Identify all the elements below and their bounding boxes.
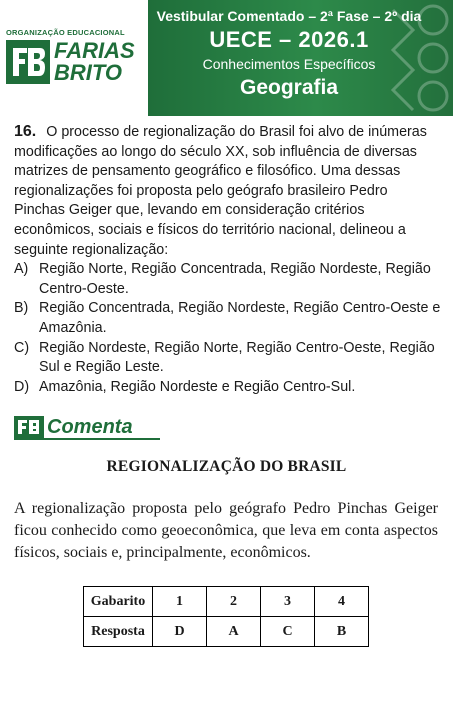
question-number-cell: 3 [261,587,315,617]
alternative-text: Região Concentrada, Região Nordeste, Região Centro-Oeste e Amazônia. [39,300,441,336]
table-row-gabarito [84,587,369,617]
question-block [14,122,442,397]
exam-title: Vestibular Comentado – 2ª Fase – 2º dia [156,8,422,24]
alternative-c [14,339,442,378]
question-number-cell: 1 [153,587,207,617]
logo-fb-mark [6,40,50,84]
comment-title: REGIONALIZAÇÃO DO BRASIL [106,458,347,475]
exam-section: Conhecimentos Específicos [202,56,376,72]
question-number-cell: 4 [315,587,369,617]
logo-org-label: ORGANIZAÇÃO EDUCACIONAL [6,28,125,37]
alternative-text: Região Nordeste, Região Norte, Região Centro-Oeste, Região Sul e Região Leste. [39,339,435,376]
question-statement [14,122,442,260]
comment-text: A regionalização proposta pelo geógrafo Pedro Pinchas Geiger ficou conhecido como geoeconômica, que leva em conta aspectos físicos, sociais e, principalmente, econômicos. [14,500,438,561]
alternatives-list [14,260,442,397]
question-number: 16. [14,123,37,140]
resposta-header: Resposta [84,617,153,647]
alternative-text: Amazônia, Região Nordeste e Região Centro-Sul. [39,378,356,395]
gabarito-header: Gabarito [84,587,153,617]
header-title-block [155,6,423,102]
comenta-fb-mark [14,416,44,438]
question-number-cell: 2 [207,587,261,617]
comenta-label: Comenta [47,416,133,438]
alternative-b [14,299,442,338]
comenta-underline [14,438,160,440]
logo-word-brito: BRITO [54,60,123,85]
alternative-text: Região Norte, Região Concentrada, Região Nordeste, Região Centro-Oeste. [39,261,431,297]
logo-word-farias: FARIAS [54,38,135,63]
question-text: O processo de regionalização do Brasil foi alvo de inúmeras modificações ao longo do século XX, sob influência de diversas matrizes de pensamento geográfico e filosófico. Uma dessas regionalizações foi proposta pelo geógrafo brasileiro Pedro Pinchas Geiger que, levando em consideração critérios econômicos, sociais e físicos do território nacional, delineou a seguinte regionalização: [14,124,427,258]
comenta-badge [14,415,162,441]
alternative-letter: D) [14,378,30,395]
answer-key-table [83,586,369,647]
page-header [0,0,453,116]
exam-edition: UECE – 2026.1 [209,27,369,52]
answer-cell: D [153,617,207,647]
alternative-letter: C) [14,339,30,356]
exam-subject: Geografia [239,76,339,99]
answer-cell: C [261,617,315,647]
answer-cell: A [207,617,261,647]
alternative-letter: A) [14,261,29,278]
farias-brito-logo [6,28,146,88]
alternative-letter: B) [14,300,29,317]
answer-cell: B [315,617,369,647]
alternative-d [14,378,442,398]
table-row-resposta [84,617,369,647]
alternative-a [14,260,442,299]
